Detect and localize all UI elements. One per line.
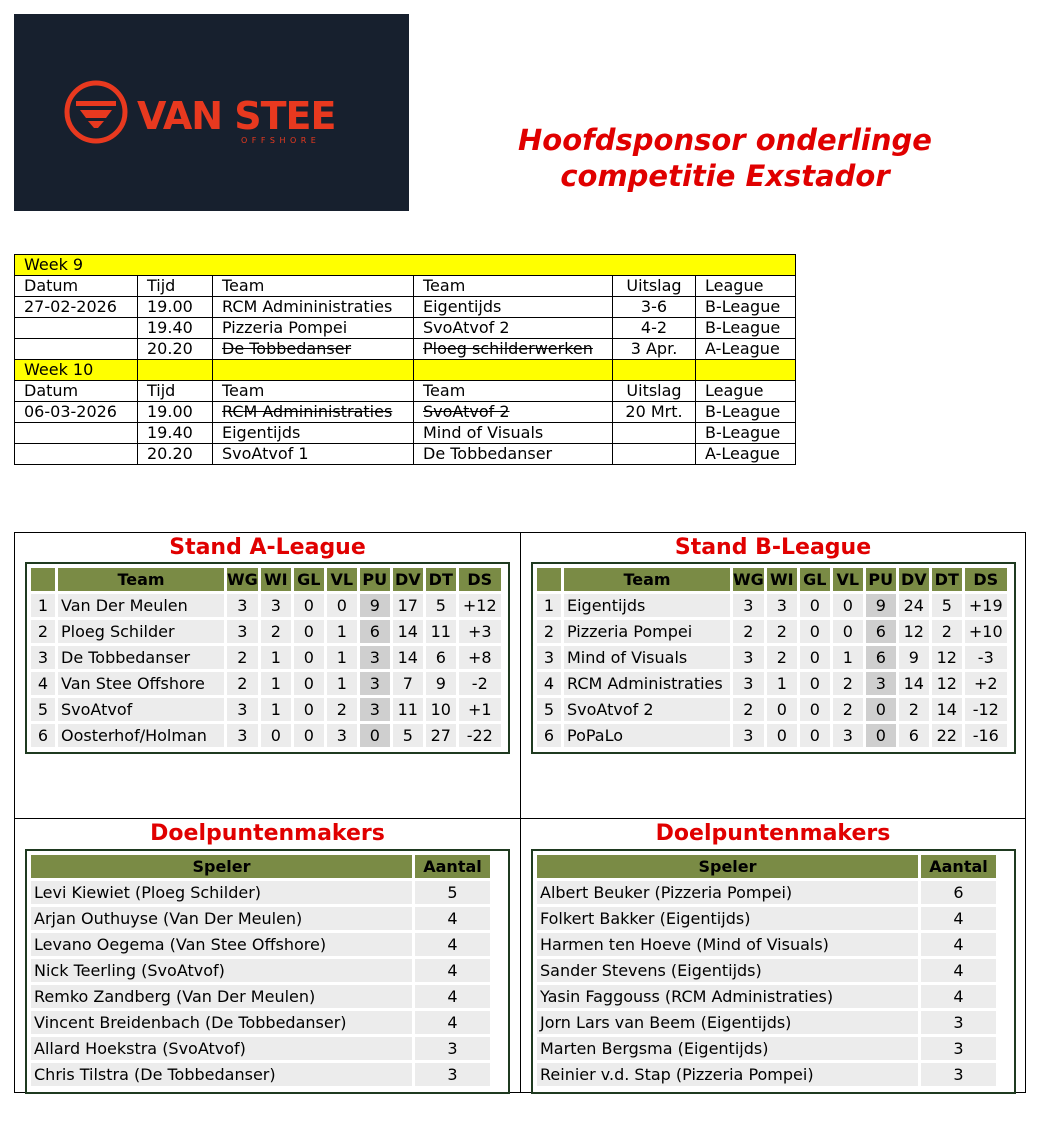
cell-goals-for: 11 xyxy=(393,698,423,721)
header-drawn: GL xyxy=(800,568,830,591)
header-played: WG xyxy=(733,570,764,589)
cell-drawn: 0 xyxy=(800,724,830,747)
scorer-count: 3 xyxy=(921,1037,996,1060)
cell-lost: 1 xyxy=(327,672,357,695)
scorer-name: Levi Kiewiet (Ploeg Schilder) xyxy=(31,881,412,904)
scorers-header-row xyxy=(31,855,490,878)
scorer-name: Yasin Faggouss (RCM Administraties) xyxy=(537,985,918,1008)
cell-drawn: 0 xyxy=(800,594,830,617)
match-date: 06-03-2026 xyxy=(15,402,138,423)
cell-won: 1 xyxy=(261,698,291,721)
cell-goal-diff: -3 xyxy=(965,646,1007,669)
week-filler xyxy=(613,360,696,381)
cell-goals-for: 17 xyxy=(393,594,423,617)
scorer-row xyxy=(537,907,996,930)
match-away: Ploeg schilderwerken xyxy=(414,339,613,360)
header-team-away: Team xyxy=(414,276,613,297)
standings-row xyxy=(31,672,501,695)
cell-played: 2 xyxy=(227,672,258,695)
cell-goal-diff: +2 xyxy=(965,672,1007,695)
scorer-row xyxy=(31,1063,490,1086)
cell-won: 2 xyxy=(261,620,291,643)
cell-drawn: 0 xyxy=(294,698,324,721)
match-row xyxy=(15,402,796,423)
scorer-count: 4 xyxy=(415,959,490,982)
cell-drawn: 0 xyxy=(294,646,324,669)
scorer-name: Remko Zandberg (Van Der Meulen) xyxy=(31,985,412,1008)
cell-points: 0 xyxy=(866,724,896,747)
cell-played: 2 xyxy=(733,620,764,643)
cell-goal-diff: -16 xyxy=(965,724,1007,747)
scorer-count: 4 xyxy=(921,907,996,930)
header-goals-against: DT xyxy=(426,568,456,591)
cell-drawn: 0 xyxy=(294,594,324,617)
header-team-home: Team xyxy=(213,276,414,297)
match-away: Mind of Visuals xyxy=(414,423,613,444)
week-row xyxy=(15,255,796,276)
cell-goal-diff: +8 xyxy=(459,646,501,669)
standings-header-row xyxy=(537,568,1007,591)
cell-won: 0 xyxy=(767,724,797,747)
match-date: 27-02-2026 xyxy=(15,297,138,318)
cell-points: 9 xyxy=(360,594,390,617)
scorer-row xyxy=(537,985,996,1008)
header-won: WI xyxy=(767,568,797,591)
header-league: League xyxy=(696,381,796,402)
standings-panel-a xyxy=(14,532,521,819)
match-home: De Tobbedanser xyxy=(213,339,414,360)
cell-points: 6 xyxy=(360,620,390,643)
cell-goals-against: 12 xyxy=(932,646,962,669)
cell-points: 3 xyxy=(360,646,390,669)
scorers-frame-b xyxy=(531,849,1016,1094)
header-played: WG xyxy=(227,570,258,589)
scorer-name: Harmen ten Hoeve (Mind of Visuals) xyxy=(537,933,918,956)
match-league: B-League xyxy=(696,297,796,318)
standings-row xyxy=(537,672,1007,695)
standings-header-row xyxy=(31,568,501,591)
scorer-name: Albert Beuker (Pizzeria Pompei) xyxy=(537,881,918,904)
cell-team: Van Der Meulen xyxy=(58,594,224,617)
sponsor-heading xyxy=(480,122,970,194)
cell-team: Oosterhof/Holman xyxy=(58,724,224,747)
standings-row xyxy=(31,620,501,643)
scorer-name: Levano Oegema (Van Stee Offshore) xyxy=(31,933,412,956)
match-time: 19.40 xyxy=(138,318,213,339)
cell-points: 3 xyxy=(360,672,390,695)
week-label: Week 10 xyxy=(15,360,138,381)
cell-lost: 3 xyxy=(833,724,863,747)
scorers-table-a xyxy=(28,852,493,1089)
match-time: 20.20 xyxy=(138,339,213,360)
cell-goals-against: 14 xyxy=(932,698,962,721)
header-points: PU xyxy=(866,568,896,591)
van-stee-logo-mark xyxy=(14,14,409,211)
scorer-count: 3 xyxy=(415,1037,490,1060)
standings-row xyxy=(31,724,501,747)
match-away: SvoAtvof 2 xyxy=(414,318,613,339)
match-away: SvoAtvof 2 xyxy=(414,402,613,423)
standings-row xyxy=(537,724,1007,747)
cell-rank: 2 xyxy=(31,620,55,643)
cell-goals-against: 22 xyxy=(932,724,962,747)
match-home: Eigentijds xyxy=(213,423,414,444)
standings-row xyxy=(31,594,501,617)
scorers-frame-a xyxy=(25,849,510,1094)
scorers-panel-b xyxy=(520,818,1026,1093)
cell-played: 3 xyxy=(227,594,258,617)
header-player: Speler xyxy=(537,855,918,878)
cell-goals-for: 5 xyxy=(393,724,423,747)
scorer-count: 4 xyxy=(415,985,490,1008)
scorer-name: Sander Stevens (Eigentijds) xyxy=(537,959,918,982)
cell-drawn: 0 xyxy=(800,646,830,669)
cell-goals-for: 14 xyxy=(393,646,423,669)
cell-won: 2 xyxy=(767,646,797,669)
cell-goal-diff: +1 xyxy=(459,698,501,721)
cell-drawn: 0 xyxy=(294,724,324,747)
header-points: PU xyxy=(360,568,390,591)
cell-lost: 0 xyxy=(327,594,357,617)
cell-team: De Tobbedanser xyxy=(58,646,224,669)
cell-team: Eigentijds xyxy=(564,594,730,617)
standings-frame-b xyxy=(531,562,1016,754)
cell-drawn: 0 xyxy=(294,672,324,695)
cell-team: Van Stee Offshore xyxy=(58,672,224,695)
scorer-name: Chris Tilstra (De Tobbedanser) xyxy=(31,1063,412,1086)
standings-table-b xyxy=(534,565,1010,750)
header-result: Uitslag xyxy=(613,381,696,402)
cell-team: Mind of Visuals xyxy=(564,646,730,669)
header-team: Team xyxy=(58,568,224,591)
header-goals-for: DV xyxy=(899,568,929,591)
cell-rank: 4 xyxy=(537,672,561,695)
match-result: 3 Apr. xyxy=(613,339,696,360)
scorers-header-row xyxy=(537,855,996,878)
week-filler xyxy=(696,360,796,381)
match-row xyxy=(15,444,796,465)
match-away: De Tobbedanser xyxy=(414,444,613,465)
header-player: Speler xyxy=(31,855,412,878)
match-league: B-League xyxy=(696,318,796,339)
header-goal-diff: DS xyxy=(459,568,501,591)
week-row xyxy=(15,360,796,381)
match-date xyxy=(15,423,138,444)
scorer-row xyxy=(31,907,490,930)
cell-rank: 1 xyxy=(31,594,55,617)
match-date xyxy=(15,444,138,465)
match-time: 19.00 xyxy=(138,297,213,318)
cell-goal-diff: -2 xyxy=(459,672,501,695)
scorer-row xyxy=(31,1011,490,1034)
standings-row xyxy=(537,594,1007,617)
cell-lost: 1 xyxy=(327,620,357,643)
match-result xyxy=(613,444,696,465)
cell-points: 6 xyxy=(866,646,896,669)
cell-won: 3 xyxy=(767,594,797,617)
cell-goals-for: 12 xyxy=(899,620,929,643)
cell-team: Pizzeria Pompei xyxy=(564,620,730,643)
cell-drawn: 0 xyxy=(800,672,830,695)
header-lost: VL xyxy=(833,568,863,591)
header-lost: VL xyxy=(327,568,357,591)
logo-sub-text: OFFSHORE xyxy=(241,136,321,145)
cell-points: 0 xyxy=(866,698,896,721)
van-stee-logo xyxy=(14,14,409,211)
cell-played: 3 xyxy=(733,646,764,669)
standings-frame-a xyxy=(25,562,510,754)
match-result: 20 Mrt. xyxy=(613,402,696,423)
cell-rank: 1 xyxy=(537,594,561,617)
standings-table-a xyxy=(28,565,504,750)
match-result: 3-6 xyxy=(613,297,696,318)
cell-rank: 6 xyxy=(31,724,55,747)
cell-won: 3 xyxy=(261,594,291,617)
schedule-table xyxy=(14,254,796,465)
match-date xyxy=(15,339,138,360)
cell-lost: 1 xyxy=(327,646,357,669)
cell-won: 1 xyxy=(767,672,797,695)
standings-title-b: Stand B-League xyxy=(674,535,872,560)
cell-points: 3 xyxy=(866,672,896,695)
header-result: Uitslag xyxy=(613,276,696,297)
standings-row xyxy=(537,620,1007,643)
week-label: Week 9 xyxy=(15,255,796,276)
header-team-away: Team xyxy=(414,381,613,402)
header-rank xyxy=(31,568,55,591)
scorer-row xyxy=(537,1011,996,1034)
cell-team: Ploeg Schilder xyxy=(58,620,224,643)
cell-lost: 0 xyxy=(833,620,863,643)
standings-panel-b xyxy=(520,532,1026,819)
cell-played: 3 xyxy=(227,698,258,721)
cell-played: 2 xyxy=(733,698,764,721)
scorer-name: Reinier v.d. Stap (Pizzeria Pompei) xyxy=(537,1063,918,1086)
standings-row xyxy=(31,698,501,721)
match-home: RCM Admininistraties xyxy=(213,402,414,423)
logo-brand-text: VAN STEE xyxy=(137,94,336,138)
cell-goal-diff: +3 xyxy=(459,620,501,643)
cell-lost: 3 xyxy=(327,724,357,747)
header-team-home: Team xyxy=(213,381,414,402)
cell-goals-against: 10 xyxy=(426,698,456,721)
standings-row xyxy=(537,646,1007,669)
scorer-row xyxy=(31,959,490,982)
scorers-title-a: Doelpuntenmakers xyxy=(150,821,385,846)
scorer-name: Arjan Outhuyse (Van Der Meulen) xyxy=(31,907,412,930)
scorer-name: Jorn Lars van Beem (Eigentijds) xyxy=(537,1011,918,1034)
header-date: Datum xyxy=(15,276,138,297)
header-drawn: GL xyxy=(294,568,324,591)
scorer-count: 4 xyxy=(415,907,490,930)
scorer-name: Nick Teerling (SvoAtvof) xyxy=(31,959,412,982)
scorer-count: 5 xyxy=(415,881,490,904)
header-team: Team xyxy=(564,568,730,591)
cell-played: 3 xyxy=(733,672,764,695)
cell-goals-for: 7 xyxy=(393,672,423,695)
header-goal-diff: DS xyxy=(965,568,1007,591)
cell-lost: 2 xyxy=(327,698,357,721)
cell-goals-against: 27 xyxy=(426,724,456,747)
cell-goal-diff: +12 xyxy=(459,594,501,617)
scorers-panel-a xyxy=(14,818,521,1093)
cell-won: 1 xyxy=(261,646,291,669)
cell-goal-diff: -22 xyxy=(459,724,501,747)
cell-drawn: 0 xyxy=(294,620,324,643)
cell-goals-against: 9 xyxy=(426,672,456,695)
cell-points: 0 xyxy=(360,724,390,747)
scorer-row xyxy=(537,1037,996,1060)
cell-goals-for: 2 xyxy=(899,698,929,721)
match-time: 20.20 xyxy=(138,444,213,465)
match-row xyxy=(15,297,796,318)
cell-played: 3 xyxy=(227,724,258,747)
match-away: Eigentijds xyxy=(414,297,613,318)
cell-rank: 5 xyxy=(537,698,561,721)
scorer-row xyxy=(537,933,996,956)
scorer-row xyxy=(31,1037,490,1060)
cell-goals-for: 14 xyxy=(899,672,929,695)
scorer-count: 3 xyxy=(415,1063,490,1086)
scorer-row xyxy=(537,959,996,982)
cell-rank: 3 xyxy=(537,646,561,669)
sponsor-line-1: Hoofdsponsor onderlinge xyxy=(518,123,932,157)
cell-team: SvoAtvof 2 xyxy=(564,698,730,721)
match-home: SvoAtvof 1 xyxy=(213,444,414,465)
cell-drawn: 0 xyxy=(800,698,830,721)
cell-goal-diff: +19 xyxy=(965,594,1007,617)
scorer-count: 4 xyxy=(415,1011,490,1034)
match-time: 19.40 xyxy=(138,423,213,444)
scorers-table-b xyxy=(534,852,999,1089)
scorer-count: 4 xyxy=(415,933,490,956)
scorer-count: 3 xyxy=(921,1063,996,1086)
match-result xyxy=(613,423,696,444)
scorer-name: Folkert Bakker (Eigentijds) xyxy=(537,907,918,930)
cell-rank: 6 xyxy=(537,724,561,747)
cell-won: 2 xyxy=(767,620,797,643)
match-row xyxy=(15,423,796,444)
cell-goals-for: 9 xyxy=(899,646,929,669)
header-won: WI xyxy=(261,568,291,591)
cell-goals-against: 12 xyxy=(932,672,962,695)
cell-team: PoPaLo xyxy=(564,724,730,747)
header-count: Aantal xyxy=(415,855,490,878)
scorer-row xyxy=(31,933,490,956)
cell-rank: 2 xyxy=(537,620,561,643)
cell-goals-against: 11 xyxy=(426,620,456,643)
cell-played: 3 xyxy=(733,594,764,617)
match-row xyxy=(15,339,796,360)
header-count: Aantal xyxy=(921,855,996,878)
match-row xyxy=(15,318,796,339)
header-date: Datum xyxy=(15,381,138,402)
cell-rank: 3 xyxy=(31,646,55,669)
cell-played: 2 xyxy=(227,646,258,669)
scorer-count: 4 xyxy=(921,933,996,956)
match-league: A-League xyxy=(696,444,796,465)
cell-goal-diff: -12 xyxy=(965,698,1007,721)
header-time: Tijd xyxy=(138,381,213,402)
header-goals-for: DV xyxy=(393,568,423,591)
week-filler xyxy=(138,360,213,381)
cell-lost: 0 xyxy=(833,594,863,617)
cell-played: 3 xyxy=(733,724,764,747)
match-date xyxy=(15,318,138,339)
cell-lost: 1 xyxy=(833,646,863,669)
scorer-count: 4 xyxy=(921,959,996,982)
scorer-name: Allard Hoekstra (SvoAtvof) xyxy=(31,1037,412,1060)
cell-goals-for: 6 xyxy=(899,724,929,747)
standings-title-a: Stand A-League xyxy=(169,535,366,560)
match-home: Pizzeria Pompei xyxy=(213,318,414,339)
cell-goal-diff: +10 xyxy=(965,620,1007,643)
scorer-count: 6 xyxy=(921,881,996,904)
cell-team: SvoAtvof xyxy=(58,698,224,721)
cell-points: 9 xyxy=(866,594,896,617)
cell-drawn: 0 xyxy=(800,620,830,643)
cell-played: 3 xyxy=(227,620,258,643)
scorer-row xyxy=(537,1063,996,1086)
cell-team: RCM Administraties xyxy=(564,672,730,695)
match-league: A-League xyxy=(696,339,796,360)
cell-goals-against: 6 xyxy=(426,646,456,669)
scorer-name: Marten Bergsma (Eigentijds) xyxy=(537,1037,918,1060)
match-league: B-League xyxy=(696,402,796,423)
cell-won: 1 xyxy=(261,672,291,695)
cell-lost: 2 xyxy=(833,672,863,695)
cell-points: 6 xyxy=(866,620,896,643)
standings-row xyxy=(537,698,1007,721)
match-home: RCM Admininistraties xyxy=(213,297,414,318)
match-league: B-League xyxy=(696,423,796,444)
week-filler xyxy=(414,360,613,381)
week-filler xyxy=(213,360,414,381)
standings-row xyxy=(31,646,501,669)
scorer-row xyxy=(31,985,490,1008)
scorer-name: Vincent Breidenbach (De Tobbedanser) xyxy=(31,1011,412,1034)
header-rank xyxy=(537,568,561,591)
scorers-title-b: Doelpuntenmakers xyxy=(655,821,891,846)
cell-goals-against: 5 xyxy=(932,594,962,617)
cell-rank: 4 xyxy=(31,672,55,695)
scorer-count: 4 xyxy=(921,985,996,1008)
cell-won: 0 xyxy=(767,698,797,721)
match-result: 4-2 xyxy=(613,318,696,339)
match-time: 19.00 xyxy=(138,402,213,423)
cell-points: 3 xyxy=(360,698,390,721)
cell-goals-against: 5 xyxy=(426,594,456,617)
header-league: League xyxy=(696,276,796,297)
scorer-row xyxy=(537,881,996,904)
schedule-header-row xyxy=(15,381,796,402)
cell-rank: 5 xyxy=(31,698,55,721)
sponsor-line-2: competitie Exstador xyxy=(560,159,890,193)
cell-goals-against: 2 xyxy=(932,620,962,643)
cell-goals-for: 14 xyxy=(393,620,423,643)
cell-goals-for: 24 xyxy=(899,594,929,617)
scorer-count: 3 xyxy=(921,1011,996,1034)
cell-won: 0 xyxy=(261,724,291,747)
cell-lost: 2 xyxy=(833,698,863,721)
header-goals-against: DT xyxy=(932,568,962,591)
schedule-header-row xyxy=(15,276,796,297)
header-time: Tijd xyxy=(138,276,213,297)
scorer-row xyxy=(31,881,490,904)
